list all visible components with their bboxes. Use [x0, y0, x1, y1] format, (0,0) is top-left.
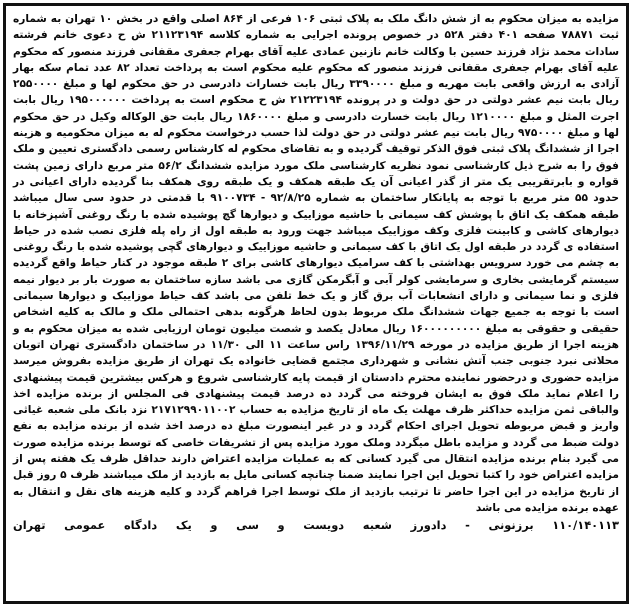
auction-notice — [3, 3, 629, 604]
reference-number: ۱۱۰/۱۴۰۱۱۳ — [552, 518, 619, 533]
notice-body-text: مزایده به میزان محکوم به از شش دانگ ملک به پلاک ثبتی ۱۰۶ فرعی از ۸۶۴ اصلی واقع در بخش ۱۰ تهران به شماره ثبت ۷۸۸۷۱ صفحه ۴۰۱ دفتر ۵۲۸ در خصوص پرونده اجرایی به شماره کلاسه ۲۱۱۲۳۱۹۴ ش ح دعوی خانم فرشته سادات محمد نژاد فرزند حسین با وکالت خانم نازنین عمادی علیه آقای بهرام جعفری مقفانی فرزند منصور که محکوم علیه آقای بهرام جعفری مقفانی فرزند منصور که محکوم علیه محکوم است به پرداخت تعداد ۸۲ عدد تمام سکه بهار آزادی به ارزش واقعی بابت مهریه و مبلغ ۳۳۹۰۰۰۰ ریال بابت خسارات دادرسی در حق محکوم لها و مبلغ ۲۵۵۰۰۰۰ ریال بابت نیم عشر دولتی در حق دولت و در پرونده ۲۱۲۲۳۱۹۴ ش ح محکوم است به پرداخت ۱۹۵۰۰۰۰۰۰ ریال بابت اجرت المثل و مبلغ ۱۲۱۰۰۰۰ ریال بابت خسارت دادرسی و مبلغ ۱۸۶۰۰۰۰ ریال بابت حق الوکاله وکیل در حق محکوم لها و مبلغ ۹۷۵۰۰۰۰ ریال بابت نیم عشر دولتی در حق دولت لذا حسب درخواست محکوم له به میزان محکومیه و هزینه اجرا از ششدانگ پلاک ثبتی فوق الذکر توقیف گردیده و به تقاضای محکوم له کارشناس رسمی دادگستری تعیین و ملک فوق را به شرح ذیل کارشناسی نمود نظریه کارشناسی ملک مورد مزایده ششدانگ ۵۶/۲ متر مربع دارای زمین پشت قواره و بابرتقریبی یک متر از گذر اعیانی آن یک طبقه همکف و یک طبقه روی همکف بنا گردیده دارای اعیانی در حدود ۵۵ متر مربع با توجه به پایانکار ساختمان به شماره ۹۲/۸/۲۵ - ۹۱۰۰۷۳۴ با قدمتی در حدود سی سال میباشد طبقه همکف یک اتاق با پوشش کف سیمانی با حاشیه موزاییک و دیوارها گچ پوشیده شده با رنگ روغنی آشپزخانه با دیوارهای کاشی و کابینت فلزی وکف موزاییک میباشد جهت ورود به طبقه اول از راه پله فلزی نصب شده در حیاط استفاده ی گردد در طبقه اول یک اتاق با کف سیمانی و حاشیه موزاییک و دیوارهای گچی پوشیده شده با رنگ روغنی به چشم می خورد سرویس بهداشتی با کف سرامیک دیوارهای کاشی برای ۲ طبقه موجود در کنار حیاط واقع گردیده سیستم گرمایشی بخاری و سرمایشی کولر آبی و آبگرمکن گازی می باشد سازه ساختمان به صورت بار بر دیوار نیمه فلزی و نما سیمانی و دارای انشعابات آب برق گاز و یک خط تلفن می باشد کف حیاط موزاییک و دیوارها سیمانی است با توجه به جمیع جهات ششدانگ ملک مربوط بدون لحاظ هرگونه بدهی احتمالی ملک و مالک به کلیه اشخاص حقیقی و حقوقی به مبلغ ۱۶۰۰۰۰۰۰۰۰۰ ریال معادل یکصد و شصت میلیون تومان ارزیابی شده به میزان محکوم به و هزینه اجرا از طریق مزایده در مورخه ۱۳۹۶/۱۱/۲۹ راس ساعت ۱۱ الی ۱۱/۳۰ در ساختمان دادگستری تهران اتوبان محلاتی نبرد جنوبی جنب آتش نشانی و شهرداری مجتمع قضایی خانواده یک تهران از طریق مزایده بفروش میرسد مزایده حضوری و درحضور نماینده محترم دادستان از قیمت پایه کارشناسی شروع و هرکس بیشترین قیمت پیشنهادی را اعلام نماید ملک فوق به ایشان فروخته می گردد ده درصد قیمت پیشنهادی فی المجلس از برنده مزایده اخذ والباقی ثمن مزایده حداکثر ظرف مهلت یک ماه از تاریخ مزایده به حساب ۲۱۷۱۲۹۹۰۱۱۰۰۲ نزد بانک ملی شعبه غیاثی واریز و قبض مربوطه تحویل اجرای احکام گردد و در غیر اینصورت مبلغ ده درصد اخذ شده از برنده مزایده به نفع دولت ضبط می گردد و مزایده باطل میگردد وملک مورد مزایده پس از تشریفات خاصی که توسط برنده مزایده صورت می گیرد بنام برنده مزایده انتقال می گیرد کسانی که به عملیات مزایده اعتراض دارند حداقل ظرف یک هفته پس از مزایده اعتراض خود را کتبا تحویل این اجرا نمایند ضمنا چنانچه کسانی مایل به بازدید از ملک میباشند ظرف ۵ روز قبل از تاریخ مزایده در این اجرا حاضر تا ترتیب بازدید از ملک توسط اجرا فراهم گردد و کلیه هزینه های نقل و انتقال به عهده برنده مزایده می باشد — [13, 13, 620, 514]
notice-footer — [13, 517, 619, 533]
issuer-signature-line: برزنونی - دادورز شعبه دویست و سی و یک دادگاه عمومی تهران — [13, 518, 534, 533]
